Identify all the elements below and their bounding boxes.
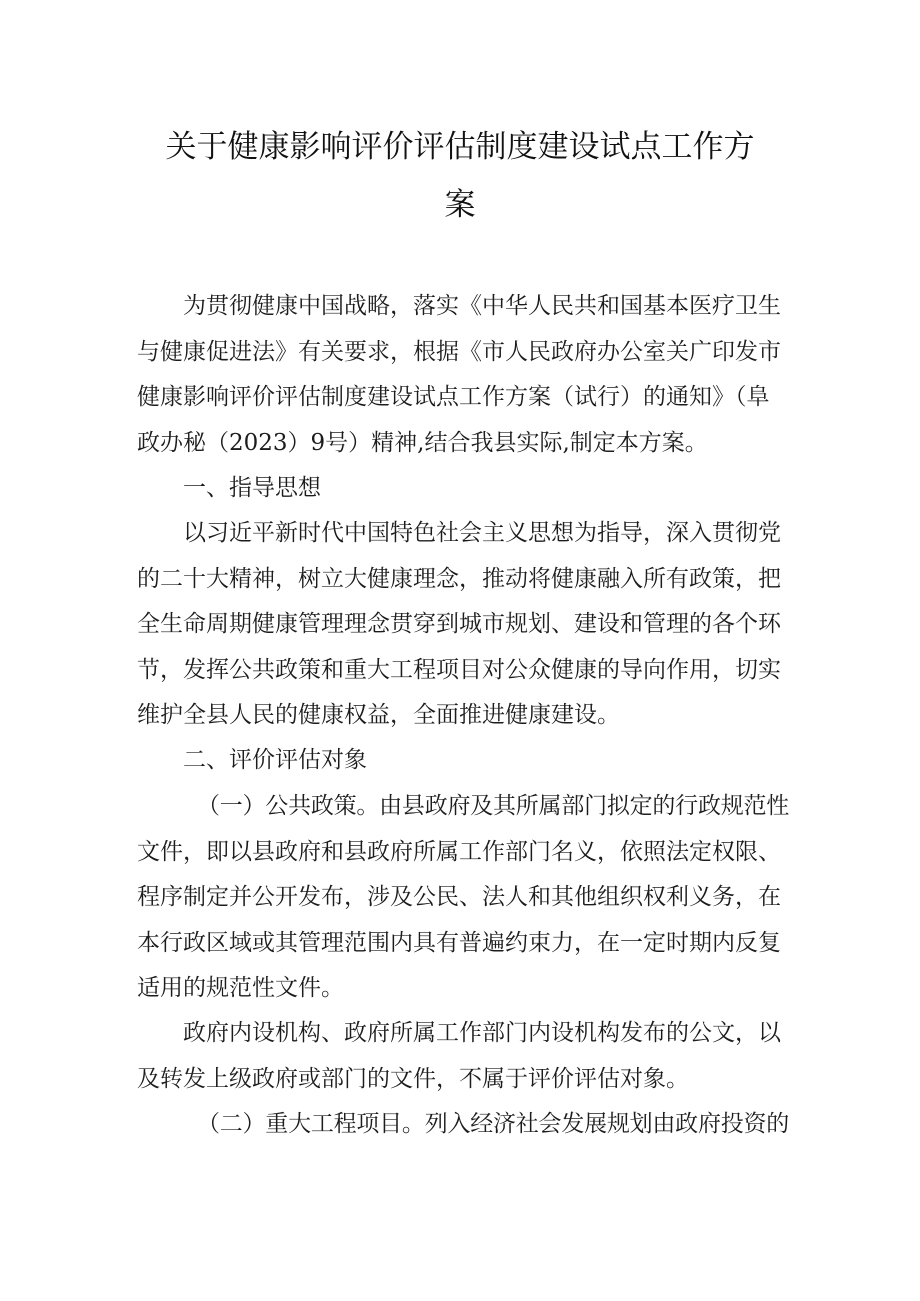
public-policy-line-5: 适用的规范性文件。 [137,975,344,1001]
exclusions-paragraph [137,1011,789,1102]
guiding-line-3: 全生命周期健康管理理念贯穿到城市规划、建设和管理的各个环 [137,611,781,637]
section-heading-guiding [137,466,789,512]
public-policy-line-3: 程序制定并公开发布，涉及公民、法人和其他组织权利义务，在 [137,884,781,910]
heading-1-text: 一、指导思想 [183,475,321,501]
guiding-line-1: 以习近平新时代中国特色社会主义思想为指导，深入贯彻党 [183,520,781,546]
intro-line-3: 健康影响评价评估制度建设试点工作方案（试行）的通知》（阜 [137,384,770,410]
title-line-1: 关于健康影响评价评估制度建设试点工作方 [165,129,755,165]
public-policy-line-2: 文件，即以县政府和县政府所属工作部门名义，依照法定权限、 [137,838,781,865]
intro-paragraph [137,284,789,466]
intro-line-1: 为贯彻健康中国战略，落实《中华人民共和国基本医疗卫生 [183,293,781,319]
section-heading-objects [137,738,789,784]
heading-2-text: 二、评价评估对象 [183,747,367,773]
public-policy-paragraph [137,784,789,1012]
public-policy-line-1: （一）公共政策。由县政府及其所属部门拟定的行政规范性 [197,793,789,819]
intro-line-2: 与健康促进法》有关要求，根据《市人民政府办公室关广印发市 [137,338,781,365]
guiding-line-5: 维护全县人民的健康权益，全面推进健康建设。 [137,702,620,728]
major-projects-paragraph [137,1102,789,1148]
exclusions-line-1: 政府内设机构、政府所属工作部门内设机构发布的公文，以 [183,1020,781,1046]
major-projects-line-1: （二）重大工程项目。列入经济社会发展规划由政府投资的 [197,1111,789,1137]
guiding-paragraph [137,511,789,739]
intro-line-4: 政办秘（2023）9号）精神,结合我县实际,制定本方案。 [137,429,708,456]
title-line-2: 案 [444,187,476,223]
public-policy-line-4: 本行政区域或其管理范围内具有普遍约束力，在一定时期内反复 [137,929,781,956]
guiding-line-2: 的二十大精神，树立大健康理念，推动将健康融入所有政策，把 [137,565,781,592]
guiding-line-4: 节，发挥公共政策和重大工程项目对公众健康的导向作用，切实 [137,656,781,683]
exclusions-line-2: 及转发上级政府或部门的文件，不属于评价评估对象。 [137,1065,689,1092]
document-title [140,118,780,234]
